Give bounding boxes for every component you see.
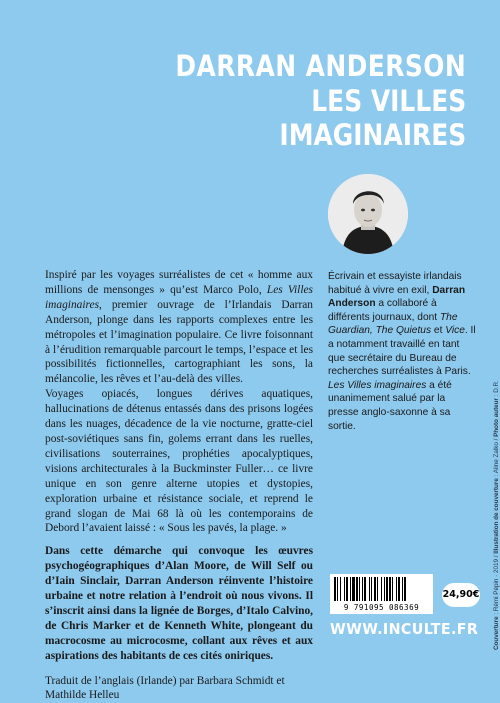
book-title-line1: LES VILLES — [311, 84, 466, 118]
cover-credits — [493, 380, 500, 650]
credit-label: Illustration de couverture — [493, 478, 500, 554]
credit-value: : Aline Zalko / — [493, 436, 500, 479]
barcode-bar — [381, 577, 382, 601]
credit-label: Couverture — [493, 616, 500, 650]
barcode-bar — [362, 577, 363, 601]
barcode-bar — [344, 577, 345, 601]
author-bio — [328, 270, 478, 433]
barcode-bar — [392, 577, 393, 601]
publisher-website[interactable]: WWW.INCULTE.FR — [330, 620, 479, 638]
barcode-bar — [340, 577, 341, 601]
book-title-line2: IMAGINAIRES — [279, 118, 466, 152]
barcode-bar — [402, 577, 403, 601]
paragraph-3: Dans cette démarche qui convoque les œuvres psychogéographiques d’Alan Moore, de Will Self ou d’Iain Sinclair, Darran Anderson réinvente l’histoire urbaine et notre relation à l’endroit où nous vivons. Il s’inscrit ainsi dans la lignée de Borges, d’Italo Calvino, de Chris Marker et de Kenneth White, plongeant du macrocosme au microcosme, collant aux rêves et aux aspirations des habitants de ces cités oniriques. — [45, 545, 313, 662]
bio-text: . Il a notamment travaillé en tant que secrétaire du Bureau de recherches surréalistes à Paris. — [328, 325, 476, 378]
barcode-bar — [374, 577, 376, 601]
bio-text: et — [431, 325, 446, 337]
author-portrait-image — [328, 174, 408, 254]
author-photo — [328, 174, 408, 254]
barcode-bar — [398, 577, 400, 601]
credit-label: Photo auteur — [493, 398, 500, 437]
barcode-bar — [389, 577, 391, 601]
barcode-bar — [377, 577, 378, 601]
bio-author-name: Darran Anderson — [328, 284, 466, 310]
paragraph-text: , premier ouvrage de l’Irlandais Darran Anderson, plonge dans les rapports complexes entre les métropoles et l’imagination populaire. Ce livre foisonnant à l’érudition remarquable parcourt le temps, l’espace et les possibilités fictionnelles, cartographiant les sons, la mélancolie, les rêves et l’au-delà des villes. — [45, 298, 313, 386]
book-title — [279, 84, 466, 152]
barcode-bar — [334, 577, 336, 601]
barcode-bar — [371, 577, 372, 601]
barcode-bar — [350, 577, 351, 601]
barcode-bar — [352, 577, 355, 601]
bio-text: a été unanimement salué par la presse anglo-saxonne à sa sortie. — [328, 379, 452, 432]
barcode-bars — [330, 574, 433, 604]
paragraph-1 — [45, 268, 313, 387]
bio-journal-vice: Vice — [445, 325, 465, 337]
translation-credit: Traduit de l’anglais (Irlande) par Barbara Schmidt et Mathilde Helleu — [45, 674, 285, 702]
barcode-bar — [346, 577, 348, 601]
barcode-bar — [404, 577, 406, 601]
price-badge: 24,90€ — [442, 583, 480, 607]
barcode-bar — [369, 577, 370, 601]
barcode-bar — [337, 577, 338, 601]
credit-value: : D.R. — [493, 380, 500, 399]
credit-value: : Rémi Pépin · 2019 / — [493, 553, 500, 617]
author-name: DARRAN ANDERSON — [175, 49, 466, 83]
bio-book-title: Les Villes imaginaires — [328, 379, 427, 391]
paragraph-2: Voyages opiacés, longues dérives aquatiques, hallucinations de détenus entassés dans des prisons logées dans les nuages, décadence de la vie nocturne, gratte-ciel post-soviétiques sans fin, golems errant dans les ruelles, civilisations souterraines, prophéties apocalyptiques, visions architecturales à la Buckminster Fuller… ce livre unique en son genre alterne utopies et dystopies, exploration urbaine et résistance sociale, et reprend le grand slogan de Mai 68 là où les contemporains de Debord l’avaient laissé : « Sous les pavés, la plage. » — [45, 388, 313, 535]
barcode-number: 9 791095 086369 — [343, 603, 420, 612]
barcode-bar — [396, 577, 397, 601]
book-title-italic: Les Villes imaginaires — [45, 283, 313, 311]
back-cover-text — [45, 268, 313, 703]
bio-text: a collaboré à différents journaux, dont — [328, 298, 440, 323]
barcode-bar — [359, 577, 360, 601]
paragraph-text: Inspiré par les voyages surréalistes de cet « homme aux millions de mensonges » qu’est Marco Polo, — [45, 269, 313, 296]
barcode-bar — [386, 577, 388, 601]
bio-journals: The Guardian, The Quietus — [328, 311, 458, 337]
bio-text: Écrivain et essayiste irlandais habitué à vivre en exil, — [328, 271, 462, 296]
barcode-bar — [356, 577, 358, 601]
barcode-bar — [384, 577, 385, 601]
barcode-bar — [364, 577, 366, 601]
